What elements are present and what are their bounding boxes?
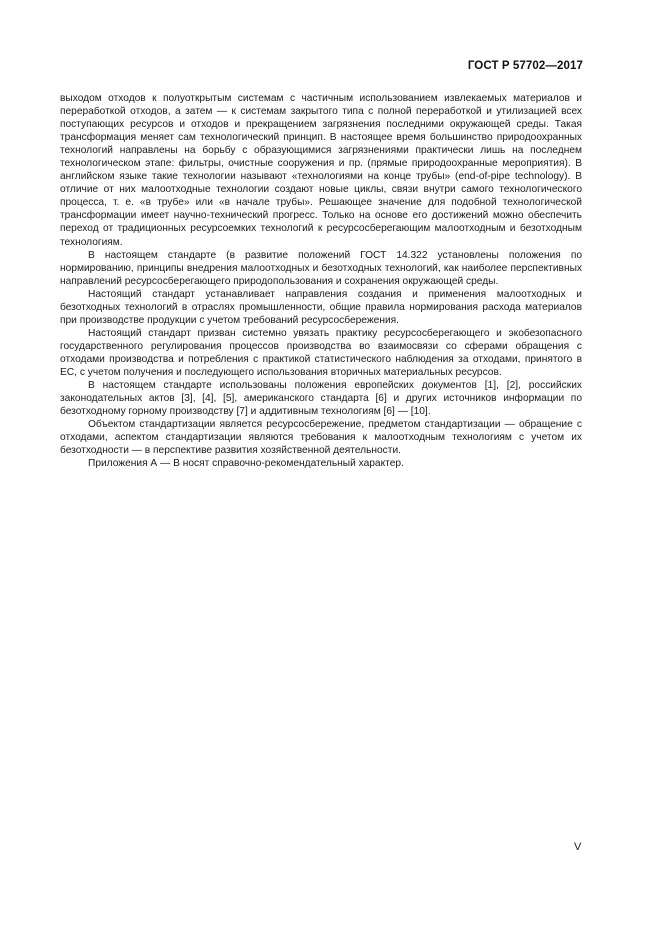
paragraph-1: выходом отходов к полуоткрытым системам с частичным использованием извлекаемых материалов и переработкой отходов, а затем — к системам закрытого типа с полной переработкой и утилизацией всех поступающих ресурсов и отходов и прекращением загрязнения последними окружающей среды. Такая трансформация меняет сам технологический принцип. В настоящее время большинство природоохранных технологий направлены на борьбу с образующимися загрязнениями практически лишь на последнем технологическом этапе: фильтры, очистные сооружения и пр. (прямые природоохранные мероприятия). В английском языке такие технологии называют «технологиями на конце трубы» (end-of-pipe technology). В отличие от них малоотходные технологии создают новые циклы, связи внутри самого технологического процесса, т. е. «в трубе» или «в начале трубы». Решающее значение для подобной технологической трансформации имеет научно-технический прогресс. Только на основе его достижений можно обеспечить переход от традиционных ресурсоемких технологий к ресурсосберегающим малоотходным и безотходным технологиям. <box>60 93 582 248</box>
page-number: V <box>574 841 582 853</box>
paragraph-2: В настоящем стандарте (в развитие положений ГОСТ 14.322 установлены положения по нормированию, принципы внедрения малоотходных и безотходных технологий, как наиболее перспективных направлений ресурсосберегающего природопользования и сохранения окружающей среды. <box>60 249 582 287</box>
paragraph-6: Объектом стандартизации является ресурсосбережение, предметом стандартизации — обращение с отходами, аспектом стандартизации являются требования к малоотходным технологиям с учетом их безотходности — в перспективе развития хозяйственной деятельности. <box>60 419 582 457</box>
paragraph-5: В настоящем стандарте использованы положения европейских документов [1], [2], российских законодательных актов [3], [4], [5], американского стандарта [6] и других источников информации по безотходному горному производству [7] и аддитивным технологиям [6] — [10]. <box>60 380 582 418</box>
document-body <box>60 92 582 470</box>
paragraph-7: Приложения А — В носят справочно-рекомендательный характер. <box>88 458 404 470</box>
document-standard-code: ГОСТ Р 57702—2017 <box>467 60 583 72</box>
paragraph-3: Настоящий стандарт устанавливает направления создания и применения малоотходных и безотходных технологий в отраслях промышленности, общие правила нормирования расхода материалов при производстве продукции с учетом требований ресурсосбережения. <box>60 288 582 326</box>
paragraph-4: Настоящий стандарт призван системно увязать практику ресурсосберегающего и экобезопасного государственного регулирования процессов производства во взаимосвязи со сферами обращения с отходами производства и потребления с практикой статистического наблюдения за отходами, принятого в ЕС, с учетом получения и последующего использования вторичных материальных ресурсов. <box>60 327 582 378</box>
